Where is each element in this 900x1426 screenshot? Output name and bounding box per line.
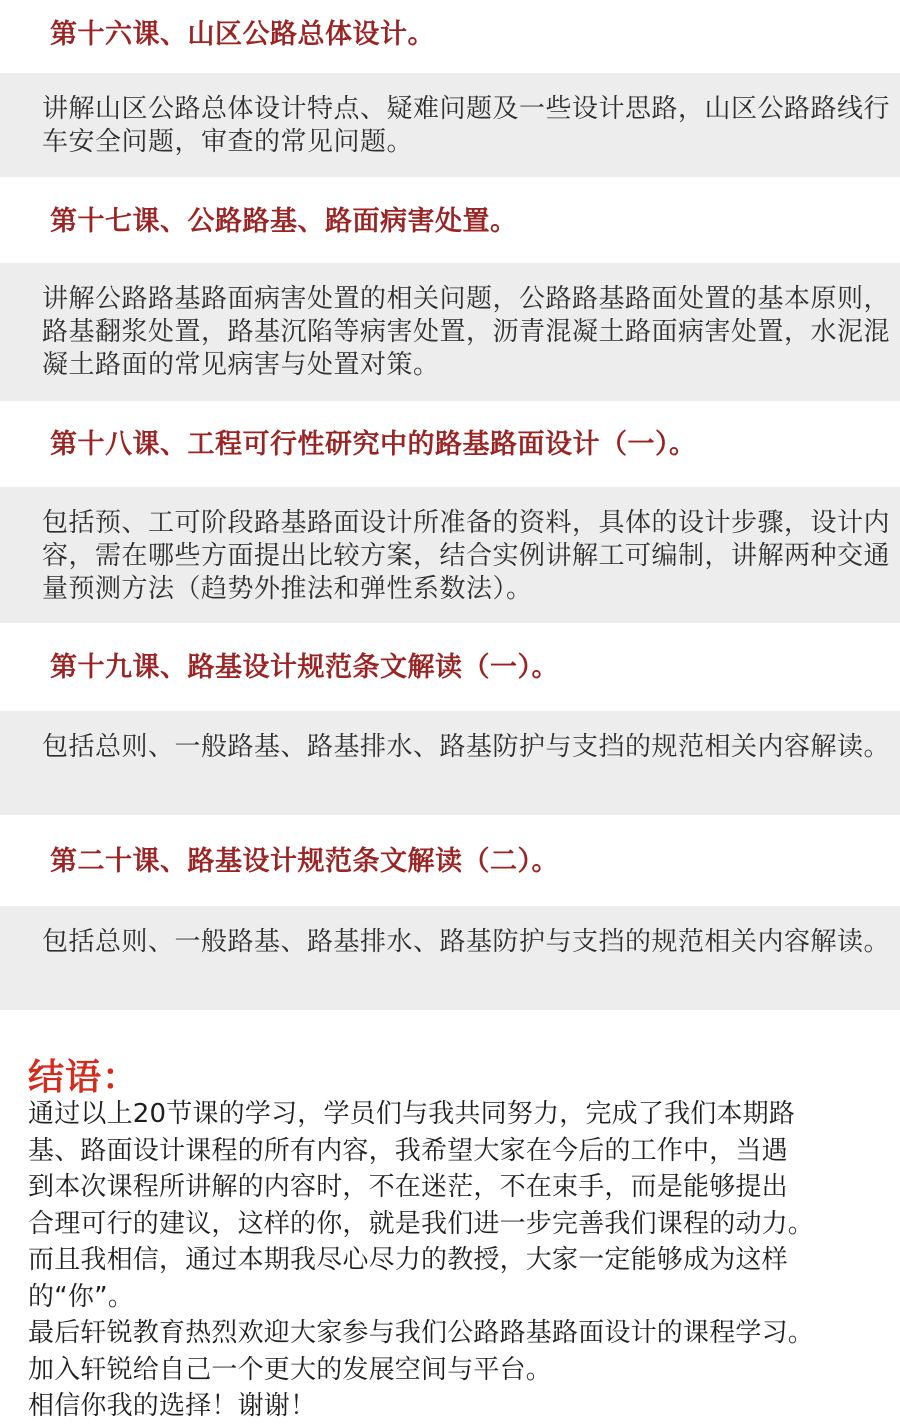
lesson-16-description-box: [0, 73, 900, 177]
conclusion-body: [28, 1096, 894, 1425]
conclusion-line: 而且我相信，通过本期我尽心尽力的教授，大家一定能够成为这样: [28, 1245, 788, 1275]
conclusion-section: [28, 1056, 894, 1425]
conclusion-line: 通过以上20节课的学习，学员们与我共同努力，完成了我们本期路: [28, 1099, 796, 1129]
conclusion-line: 到本次课程所讲解的内容时，不在迷茫，不在束手，而是能够提出: [28, 1172, 788, 1202]
lesson-18-description: 包括预、工可阶段路基路面设计所准备的资料，具体的设计步骤，设计内容，需在哪些方面提出比较方案，结合实例讲解工可编制，讲解两种交通量预测方法（趋势外推法和弹性系数法）。: [42, 508, 891, 604]
lesson-17-description-box: [0, 263, 900, 401]
lesson-19-title: 第十九课、路基设计规范条文解读（一）。: [50, 652, 559, 683]
lesson-18-description-box: [0, 487, 900, 623]
lesson-19-description-box: [0, 711, 900, 815]
lesson-17-title: 第十七课、公路路基、路面病害处置。: [50, 206, 518, 237]
conclusion-heading: 结语：: [28, 1057, 140, 1098]
conclusion-line: 加入轩锐给自己一个更大的发展空间与平台。: [28, 1354, 553, 1385]
conclusion-line: 相信你我的选择！谢谢！: [28, 1391, 317, 1421]
lesson-20-title: 第二十课、路基设计规范条文解读（二）。: [50, 846, 559, 877]
lesson-17-description: 讲解公路路基路面病害处置的相关问题，公路路基路面处置的基本原则，路基翻浆处置，路基沉陷等病害处置，沥青混凝土路面病害处置，水泥混凝土路面的常见病害与处置对策。: [42, 284, 891, 380]
lesson-19-description: 包括总则、一般路基、路基排水、路基防护与支挡的规范相关内容解读。: [42, 732, 891, 762]
lesson-20-description-box: [0, 906, 900, 1010]
conclusion-line: 最后轩锐教育热烈欢迎大家参与我们公路路基路面设计的课程学习。: [28, 1318, 815, 1348]
lesson-18-title: 第十八课、工程可行性研究中的路基路面设计（一）。: [50, 429, 697, 460]
lesson-16-description: 讲解山区公路总体设计特点、疑难问题及一些设计思路，山区公路路线行车安全问题，审查的常见问题。: [42, 94, 891, 157]
lesson-20-description: 包括总则、一般路基、路基排水、路基防护与支挡的规范相关内容解读。: [42, 927, 891, 957]
conclusion-line: 基、路面设计课程的所有内容，我希望大家在今后的工作中，当遇: [28, 1135, 788, 1166]
lesson-16-title: 第十六课、山区公路总体设计。: [50, 19, 435, 50]
conclusion-line: 的“你”。: [28, 1281, 134, 1312]
conclusion-line: 合理可行的建议，这样的你，就是我们进一步完善我们课程的动力。: [28, 1208, 815, 1239]
